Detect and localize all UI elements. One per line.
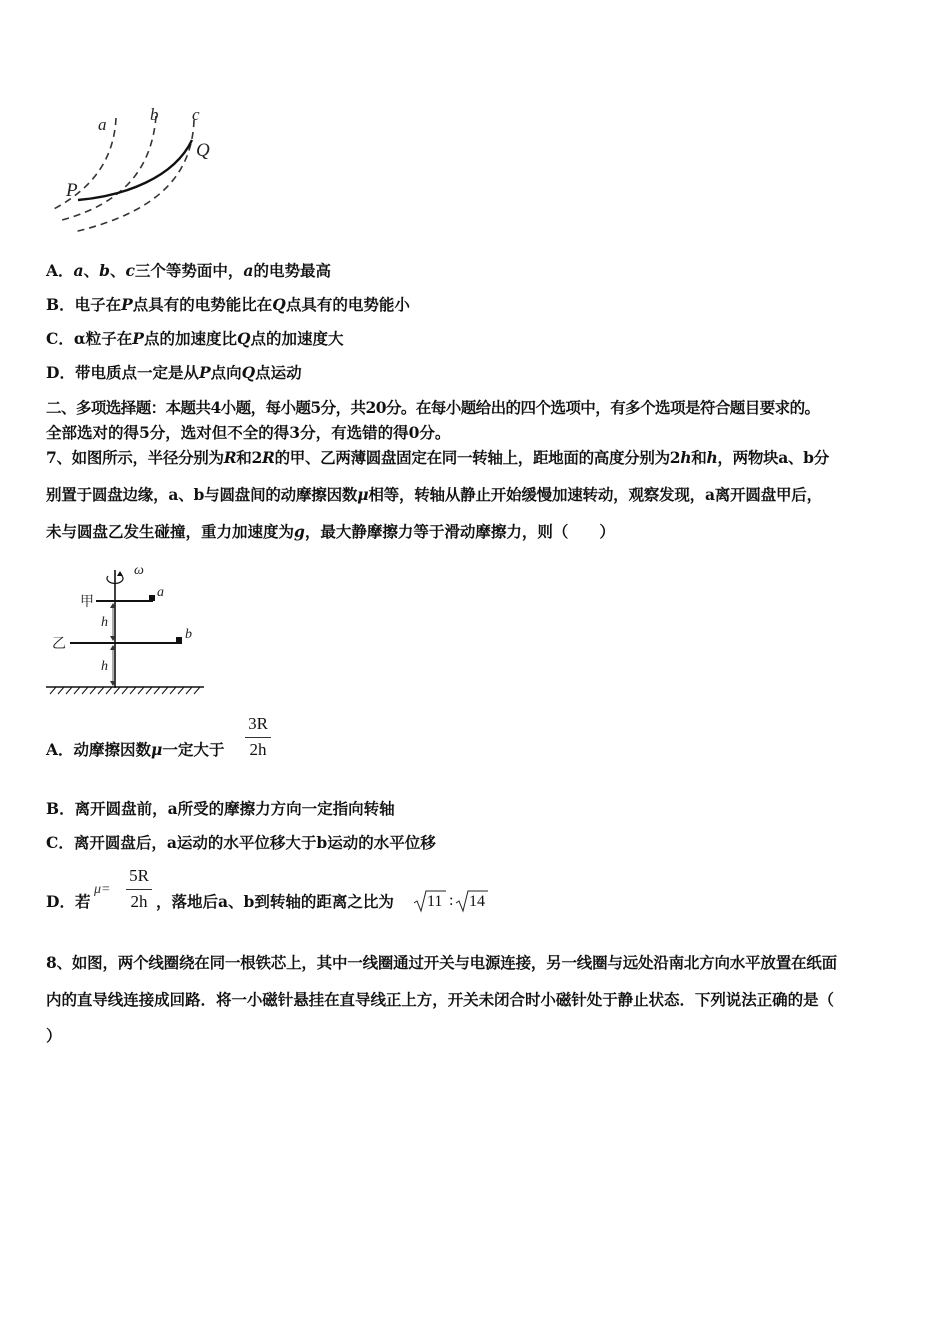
q7-option-b: B．离开圆盘前，a所受的摩擦力方向一定指向转轴	[46, 799, 395, 818]
q8-stem-line1: 8、如图，两个线圈绕在同一根铁芯上，其中一线圈通过开关与电源连接，另一线圈与远处沿南北方向水平放置在纸面	[46, 953, 837, 972]
q7-option-a: A．动摩擦因数μ一定大于	[46, 740, 225, 759]
equipotential-b	[62, 116, 156, 220]
q7-option-a-numerator: 3R	[248, 714, 268, 733]
q7-option-d-ratio-second: 14	[469, 893, 485, 910]
q7-option-a-denominator: 2h	[249, 740, 267, 759]
q7-option-d-text: ，落地后a、b到转轴的距离之比为	[156, 892, 394, 911]
q7-option-d-mu: μ=	[94, 882, 111, 897]
q7-option-d-denominator: 2h	[130, 892, 148, 911]
object-b-label: b	[185, 627, 192, 642]
disk-jia-label: 甲	[80, 594, 94, 610]
equipotential-figure	[44, 98, 244, 238]
omega-label: ω	[134, 563, 144, 578]
label-p: P	[66, 180, 78, 201]
object-a-label: a	[157, 585, 164, 600]
q7-stem-line2: 别置于圆盘边缘，a、b与圆盘间的动摩擦因数μ相等，转轴从静止开始缓慢加速转动，观察发现，a离开圆盘甲后，	[46, 485, 822, 504]
height-label-lower: h	[101, 659, 108, 674]
rotating-disks-figure	[44, 558, 214, 698]
label-q: Q	[196, 140, 210, 161]
q6-option-a: A．a、b、c三个等势面中，a的电势最高	[46, 261, 331, 280]
section-2-header-line1: 二、多项选择题：本题共4小题，每小题5分，共20分。在每小题给出的四个选项中，有多个选项是符合题目要求的。	[46, 398, 820, 417]
height-label-upper: h	[101, 615, 108, 630]
q7-option-d-numerator: 5R	[129, 866, 149, 885]
q7-option-c: C．离开圆盘后，a运动的水平位移大于b运动的水平位移	[46, 833, 436, 852]
object-b	[176, 637, 182, 643]
q7-stem-line3: 未与圆盘乙发生碰撞，重力加速度为g，最大静摩擦力等于滑动摩擦力，则（ ）	[46, 522, 615, 541]
q8-stem-line2: 内的直导线连接成回路．将一小磁针悬挂在直导线正上方，开关未闭合时小磁针处于静止状态．下列说法正确的是（	[46, 990, 834, 1009]
label-c: c	[192, 105, 200, 124]
label-a: a	[98, 115, 107, 134]
disk-yi-label: 乙	[52, 636, 66, 652]
q7-stem-line1: 7、如图所示，半径分别为R和2R的甲、乙两薄圆盘固定在同一转轴上，距地面的高度分别为2h和h，两物块a、b分	[46, 448, 829, 467]
q6-option-c: C．α粒子在P点的加速度比Q点的加速度大	[46, 329, 344, 348]
label-b: b	[150, 105, 159, 124]
q8-stem-line3: ）	[46, 1026, 62, 1045]
q7-option-d-colon: :	[449, 892, 454, 909]
q7-option-d-ratio-first: 11	[427, 893, 443, 910]
section-2-header-line2: 全部选对的得5分，选对但不全的得3分，有选错的得0分。	[46, 423, 451, 442]
object-a	[149, 595, 155, 601]
trajectory	[78, 140, 192, 200]
q6-option-b: B．电子在P点具有的电势能比在Q点具有的电势能小	[46, 295, 410, 314]
q7-option-d-prefix: D．若	[46, 892, 91, 911]
q6-option-d: D．带电质点一定是从P点向Q点运动	[46, 363, 302, 382]
